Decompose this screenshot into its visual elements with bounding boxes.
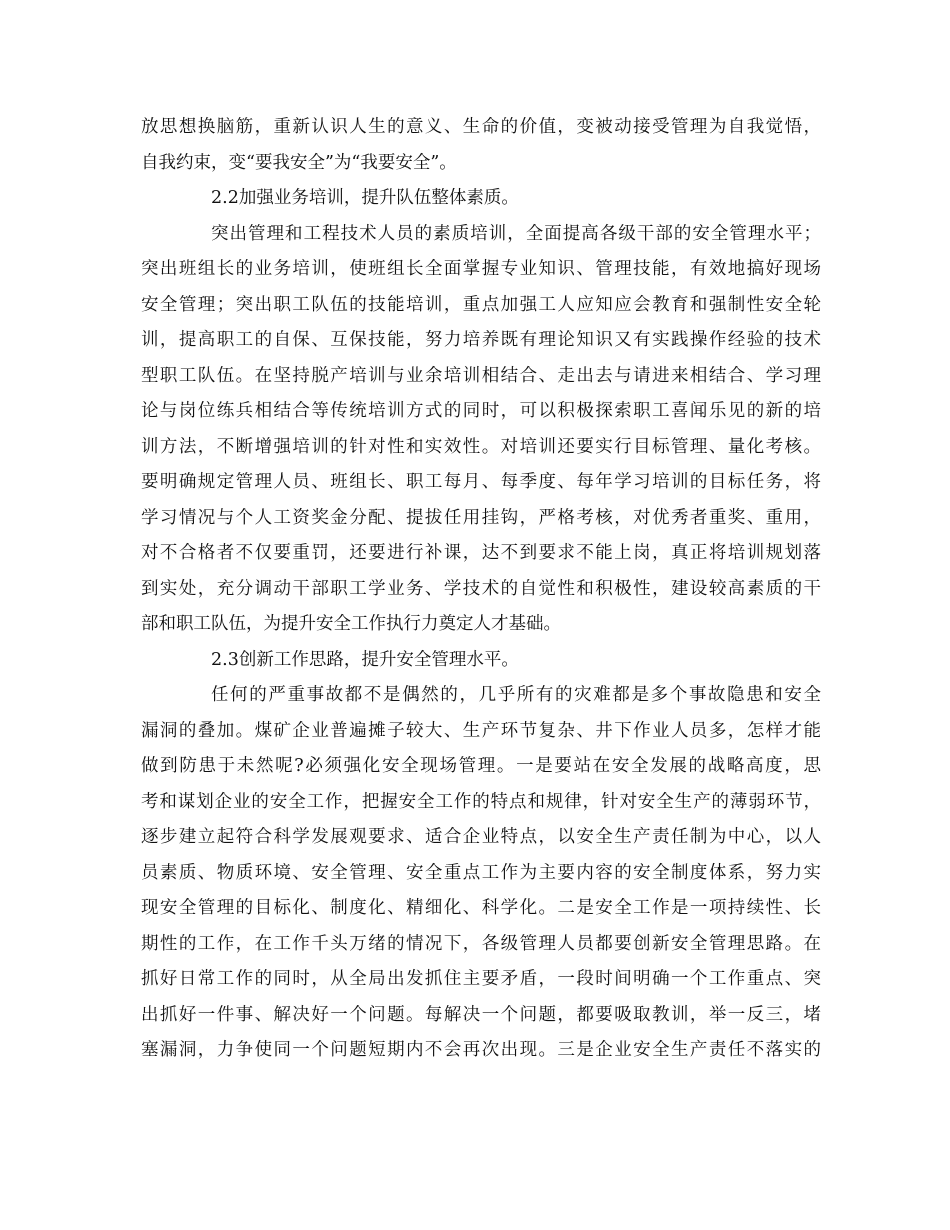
text-line: 放思想换脑筋，重新认识人生的意义、生命的价值，变被动接受管理为自我觉悟， (141, 117, 821, 137)
text-line: 任何的严重事故都不是偶然的，几乎所有的灾难都是多个事故隐患和安全 (211, 685, 821, 705)
text-line: 学习情况与个人工资奖金分配、提拔任用挂钩，严格考核，对优秀者重奖、重用， (141, 507, 821, 528)
body-text (141, 110, 821, 1069)
text-line: 训，提高职工的自保、互保技能，努力培养既有理论知识又有实践操作经验的技术 (141, 330, 821, 350)
text-line: 部和职工队伍，为提升安全工作执行力奠定人才基础。 (141, 614, 561, 634)
section-heading: 2.2加强业务培训，提升队伍整体素质。 (211, 188, 519, 208)
text-line: 逐步建立起符合科学发展观要求、适合企业特点，以安全生产责任制为中心，以人 (141, 827, 821, 847)
text-line: 自我约束，变“要我安全”为“我要安全”。 (141, 152, 457, 173)
text-line: 型职工队伍。在坚持脱产培训与业余培训相结合、走出去与请进来相结合、学习理 (141, 365, 821, 386)
text-line: 漏洞的叠加。煤矿企业普遍摊子较大、生产环节复杂、井下作业人员多，怎样才能 (141, 720, 821, 741)
text-line: 抓好日常工作的同时，从全局出发抓住主要矛盾，一段时间明确一个工作重点、突 (141, 969, 821, 989)
text-line: 现安全管理的目标化、制度化、精细化、科学化。二是安全工作是一项持续性、长 (141, 898, 821, 918)
text-line: 论与岗位练兵相结合等传统培训方式的同时，可以积极探索职工喜闻乐见的新的培 (141, 401, 821, 421)
text-line: 要明确规定管理人员、班组长、职工每月、每季度、每年学习培训的目标任务，将 (141, 472, 821, 492)
text-line: 期性的工作，在工作千头万绪的情况下，各级管理人员都要创新安全管理思路。在 (141, 933, 821, 954)
text-line: 考和谋划企业的安全工作，把握安全工作的特点和规律，针对安全生产的薄弱环节， (141, 791, 821, 812)
text-line: 突出班组长的业务培训，使班组长全面掌握专业知识、管理技能，有效地搞好现场 (141, 259, 821, 279)
text-line: 员素质、物质环境、安全管理、安全重点工作为主要内容的安全制度体系，努力实 (141, 862, 821, 883)
text-line: 到实处，充分调动干部职工学业务、学技术的自觉性和积极性，建设较高素质的干 (141, 578, 821, 599)
text-line: 训方法，不断增强培训的针对性和实效性。对培训还要实行目标管理、量化考核。 (141, 436, 821, 457)
text-line: 出抓好一件事、解决好一个问题。每解决一个问题，都要吸取教训，举一反三，堵 (141, 1004, 821, 1025)
text-line: 做到防患于未然呢?必须强化安全现场管理。一是要站在安全发展的战略高度，思 (141, 756, 821, 776)
text-line: 塞漏洞，力争使同一个问题短期内不会再次出现。三是企业安全生产责任不落实的 (141, 1040, 821, 1060)
text-line: 对不合格者不仅要重罚，还要进行补课，达不到要求不能上岗，真正将培训规划落 (141, 543, 821, 563)
section-heading: 2.3创新工作思路，提升安全管理水平。 (211, 649, 519, 670)
text-line: 突出管理和工程技术人员的素质培训，全面提高各级干部的安全管理水平； (211, 223, 821, 244)
text-line: 安全管理；突出职工队伍的技能培训，重点加强工人应知应会教育和强制性安全轮 (141, 294, 821, 315)
